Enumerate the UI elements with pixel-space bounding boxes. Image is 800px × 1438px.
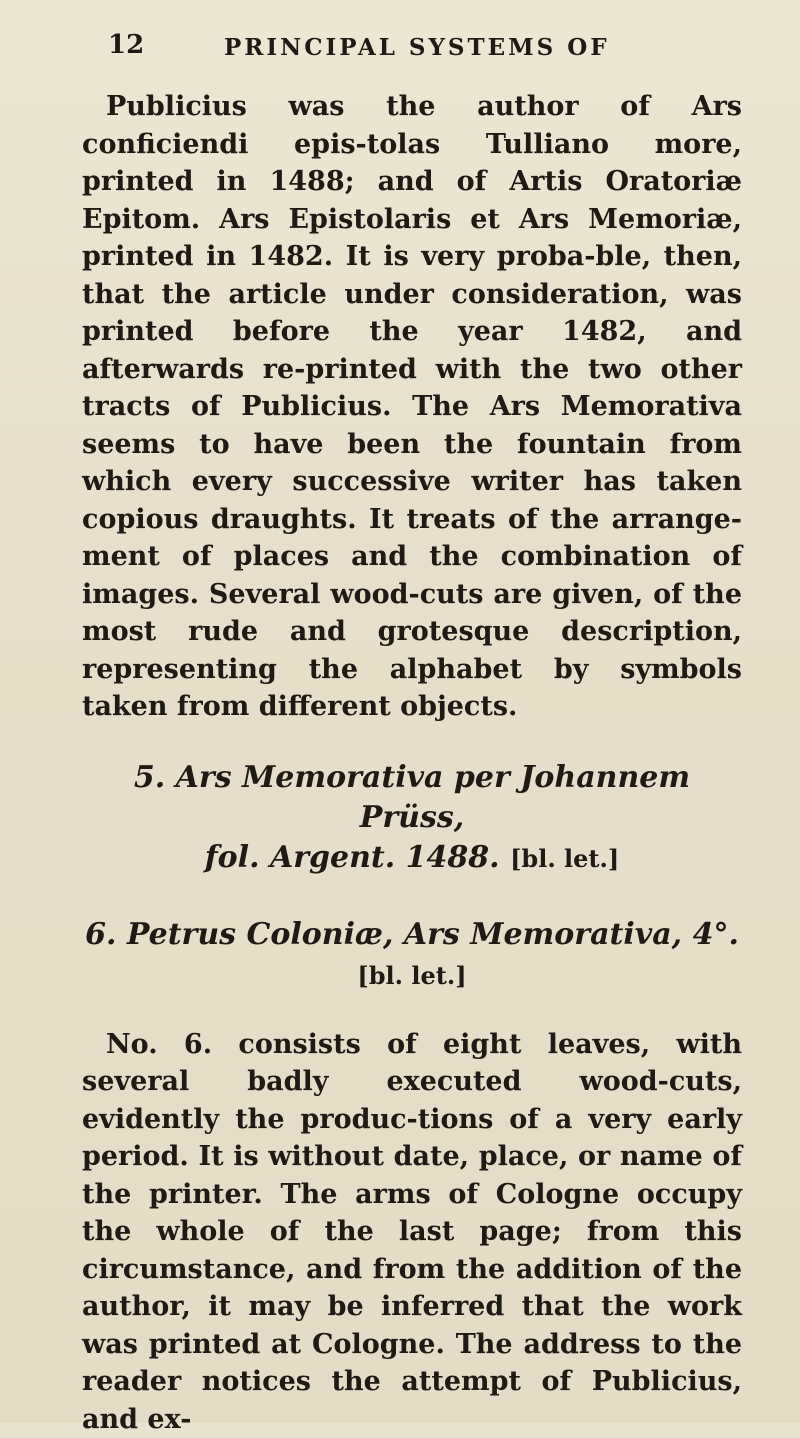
entry-5 — [82, 758, 742, 879]
entry-5-title: 5. Ars Memorativa per Johannem Prüss, — [134, 760, 690, 835]
entry-6-title: 6. Petrus Coloniæ, Ars Memorativa, 4°. — [85, 917, 739, 952]
running-head — [108, 28, 760, 68]
entry-6-note: [bl. let.] — [357, 961, 466, 990]
entry-5-imprint: fol. Argent. 1488. — [205, 840, 500, 875]
entry-6 — [82, 915, 742, 996]
page-body — [82, 88, 742, 1438]
page-number: 12 — [108, 30, 144, 60]
entry-5-note: [bl. let.] — [510, 844, 619, 873]
running-title: PRINCIPAL SYSTEMS OF — [224, 34, 610, 61]
paragraph-no-6: No. 6. consists of eight leaves, with several badly executed wood-cuts, evidently the produc-tions of a very early period. It is without date, place, or name of the printer. The arms of Cologne occupy the whole of the last page; from this circumstance, and from the addition of the author, it may be inferred that the work was printed at Cologne. The address to the reader notices the attempt of Publicius, and ex- — [82, 1026, 742, 1438]
paragraph-publicius: Publicius was the author of Ars conficiendi epis-tolas Tulliano more, printed in 1488; and of Artis Oratoriæ Epitom. Ars Epistolaris et Ars Memoriæ, printed in 1482. It is very proba-ble, then, that the article under consideration, was printed before the year 1482, and afterwards re-printed with the two other tracts of Publicius. The Ars Memorativa seems to have been the fountain from which every successive writer has taken copious draughts. It treats of the arrange-ment of places and the combination of images. Several wood-cuts are given, of the most rude and grotesque description, representing the alphabet by symbols taken from different objects. — [82, 88, 742, 726]
